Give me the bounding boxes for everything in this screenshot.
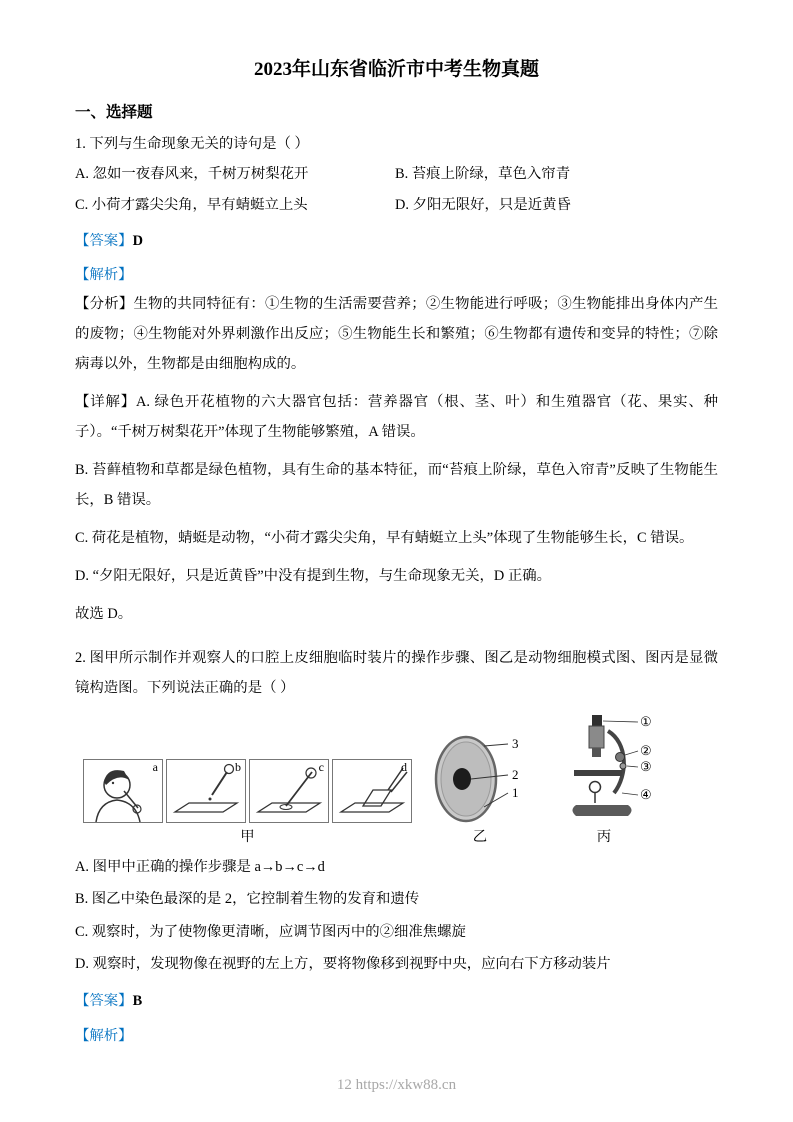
figure-jia (83, 713, 412, 847)
q2-explain-line (75, 1021, 718, 1051)
panel-d (332, 759, 412, 823)
animal-cell-diagram (434, 735, 526, 823)
question2-options (75, 851, 718, 981)
section-heading: 一、选择题 (75, 103, 153, 121)
figure-bing-caption: 丙 (596, 829, 612, 846)
panel-letter-d: d (401, 760, 407, 775)
microscope-diagram (548, 713, 660, 823)
q2-explain-label: 【解析】 (75, 1027, 133, 1044)
microscope-label-3: ③ (640, 759, 652, 775)
q1-explain-label: 【解析】 (75, 267, 133, 284)
q1-detail-paragraph-d: D. “夕阳无限好，只是近黄昏”中没有提到生物，与生命现象无关，D 正确。 (75, 568, 552, 585)
coverslip-drawing (333, 760, 411, 822)
q1-explain-line (75, 260, 718, 290)
panel-a (83, 759, 163, 823)
panel-letter-b: b (235, 760, 241, 775)
panel-letter-c: c (318, 760, 324, 775)
question1-options (75, 159, 718, 220)
question2-figures (83, 713, 718, 847)
figure-jia-caption: 甲 (240, 829, 255, 846)
q2-answer-label: 【答案】 (75, 993, 133, 1010)
dropper-drawing (167, 760, 245, 822)
q2-option-a: A. 图甲中正确的操作步骤是 a→b→c→d (75, 858, 325, 875)
q1-analysis-paragraph: 【分析】生物的共同特征有：①生物的生活需要营养；②生物能进行呼吸；③生物能排出身体内产生的废物；④生物能对外界刺激作出反应；⑤生物能生长和繁殖；⑥生物都有遗传和变异的特性；⑦除病毒以外，生物都是由细胞构成的。 (75, 296, 718, 373)
q2-answer-value: B (132, 993, 143, 1010)
footer-page-number: 12 (336, 1077, 352, 1093)
q2-option-d: D. 观察时，发现物像在视野的左上方，要将物像移到视野中央，应向右下方移动装片 (75, 956, 611, 972)
q1-option-a: A. 忽如一夜春风来，千树万树梨花开 (75, 166, 309, 183)
microscope-label-2: ② (640, 743, 652, 759)
figure-yi (434, 713, 526, 847)
question1-stem: 1. 下列与生命现象无关的诗句是（ ） (75, 135, 309, 152)
q1-option-b: B. 苔痕上阶绿，草色入帘青 (395, 166, 571, 183)
slide-prep-panels (83, 759, 412, 823)
microscope-label-4: ④ (640, 787, 652, 803)
panel-letter-a: a (152, 760, 158, 775)
figure-yi-caption: 乙 (472, 829, 488, 846)
q1-answer-value: D (132, 232, 143, 249)
page-footer (0, 1077, 793, 1094)
q1-detail-paragraph-a: 【详解】A. 绿色开花植物的六大器官包括：营养器官（根、茎、叶）和生殖器官（花、果实、种子）。“千树万树梨花开”体现了生物能够繁殖，A 错误。 (75, 394, 718, 441)
q1-conclusion: 故选 D。 (75, 606, 133, 623)
panel-b (166, 759, 246, 823)
cell-label-1: 1 (512, 785, 519, 801)
q1-detail-paragraph-b: B. 苔藓植物和草都是绿色植物，具有生命的基本特征，而“苔痕上阶绿，草色入帘青”反映了生物能生长，B 错误。 (75, 462, 718, 509)
question2-stem: 2. 图甲所示制作并观察人的口腔上皮细胞临时装片的操作步骤、图乙是动物细胞模式图、图丙是显微镜构造图。下列说法正确的是（ ） (75, 650, 718, 696)
q1-option-d: D. 夕阳无限好，只是近黄昏 (395, 196, 571, 213)
page-title: 2023年山东省临沂市中考生物真题 (253, 59, 539, 80)
microscope-label-1: ① (640, 714, 652, 730)
cheek-scrape-drawing (84, 760, 162, 822)
q2-option-b: B. 图乙中染色最深的是 2，它控制着生物的发育和遗传 (75, 891, 420, 908)
cell-label-2: 2 (512, 767, 519, 783)
cell-label-3: 3 (512, 736, 519, 752)
smear-drawing (250, 760, 328, 822)
footer-link[interactable]: https://xkw88.cn (355, 1077, 457, 1093)
q2-option-c: C. 观察时，为了使物像更清晰，应调节图丙中的②细准焦螺旋 (75, 923, 466, 940)
panel-c (249, 759, 329, 823)
q1-answer-line (75, 226, 718, 256)
q1-option-c: C. 小荷才露尖尖角，早有蜻蜓立上头 (75, 196, 308, 213)
q1-detail-paragraph-c: C. 荷花是植物，蜻蜓是动物，“小荷才露尖尖角，早有蜻蜓立上头”体现了生物能够生长，C 错误。 (75, 530, 694, 547)
q2-answer-line (75, 986, 718, 1016)
q1-answer-label: 【答案】 (75, 232, 133, 249)
figure-bing (548, 713, 660, 847)
